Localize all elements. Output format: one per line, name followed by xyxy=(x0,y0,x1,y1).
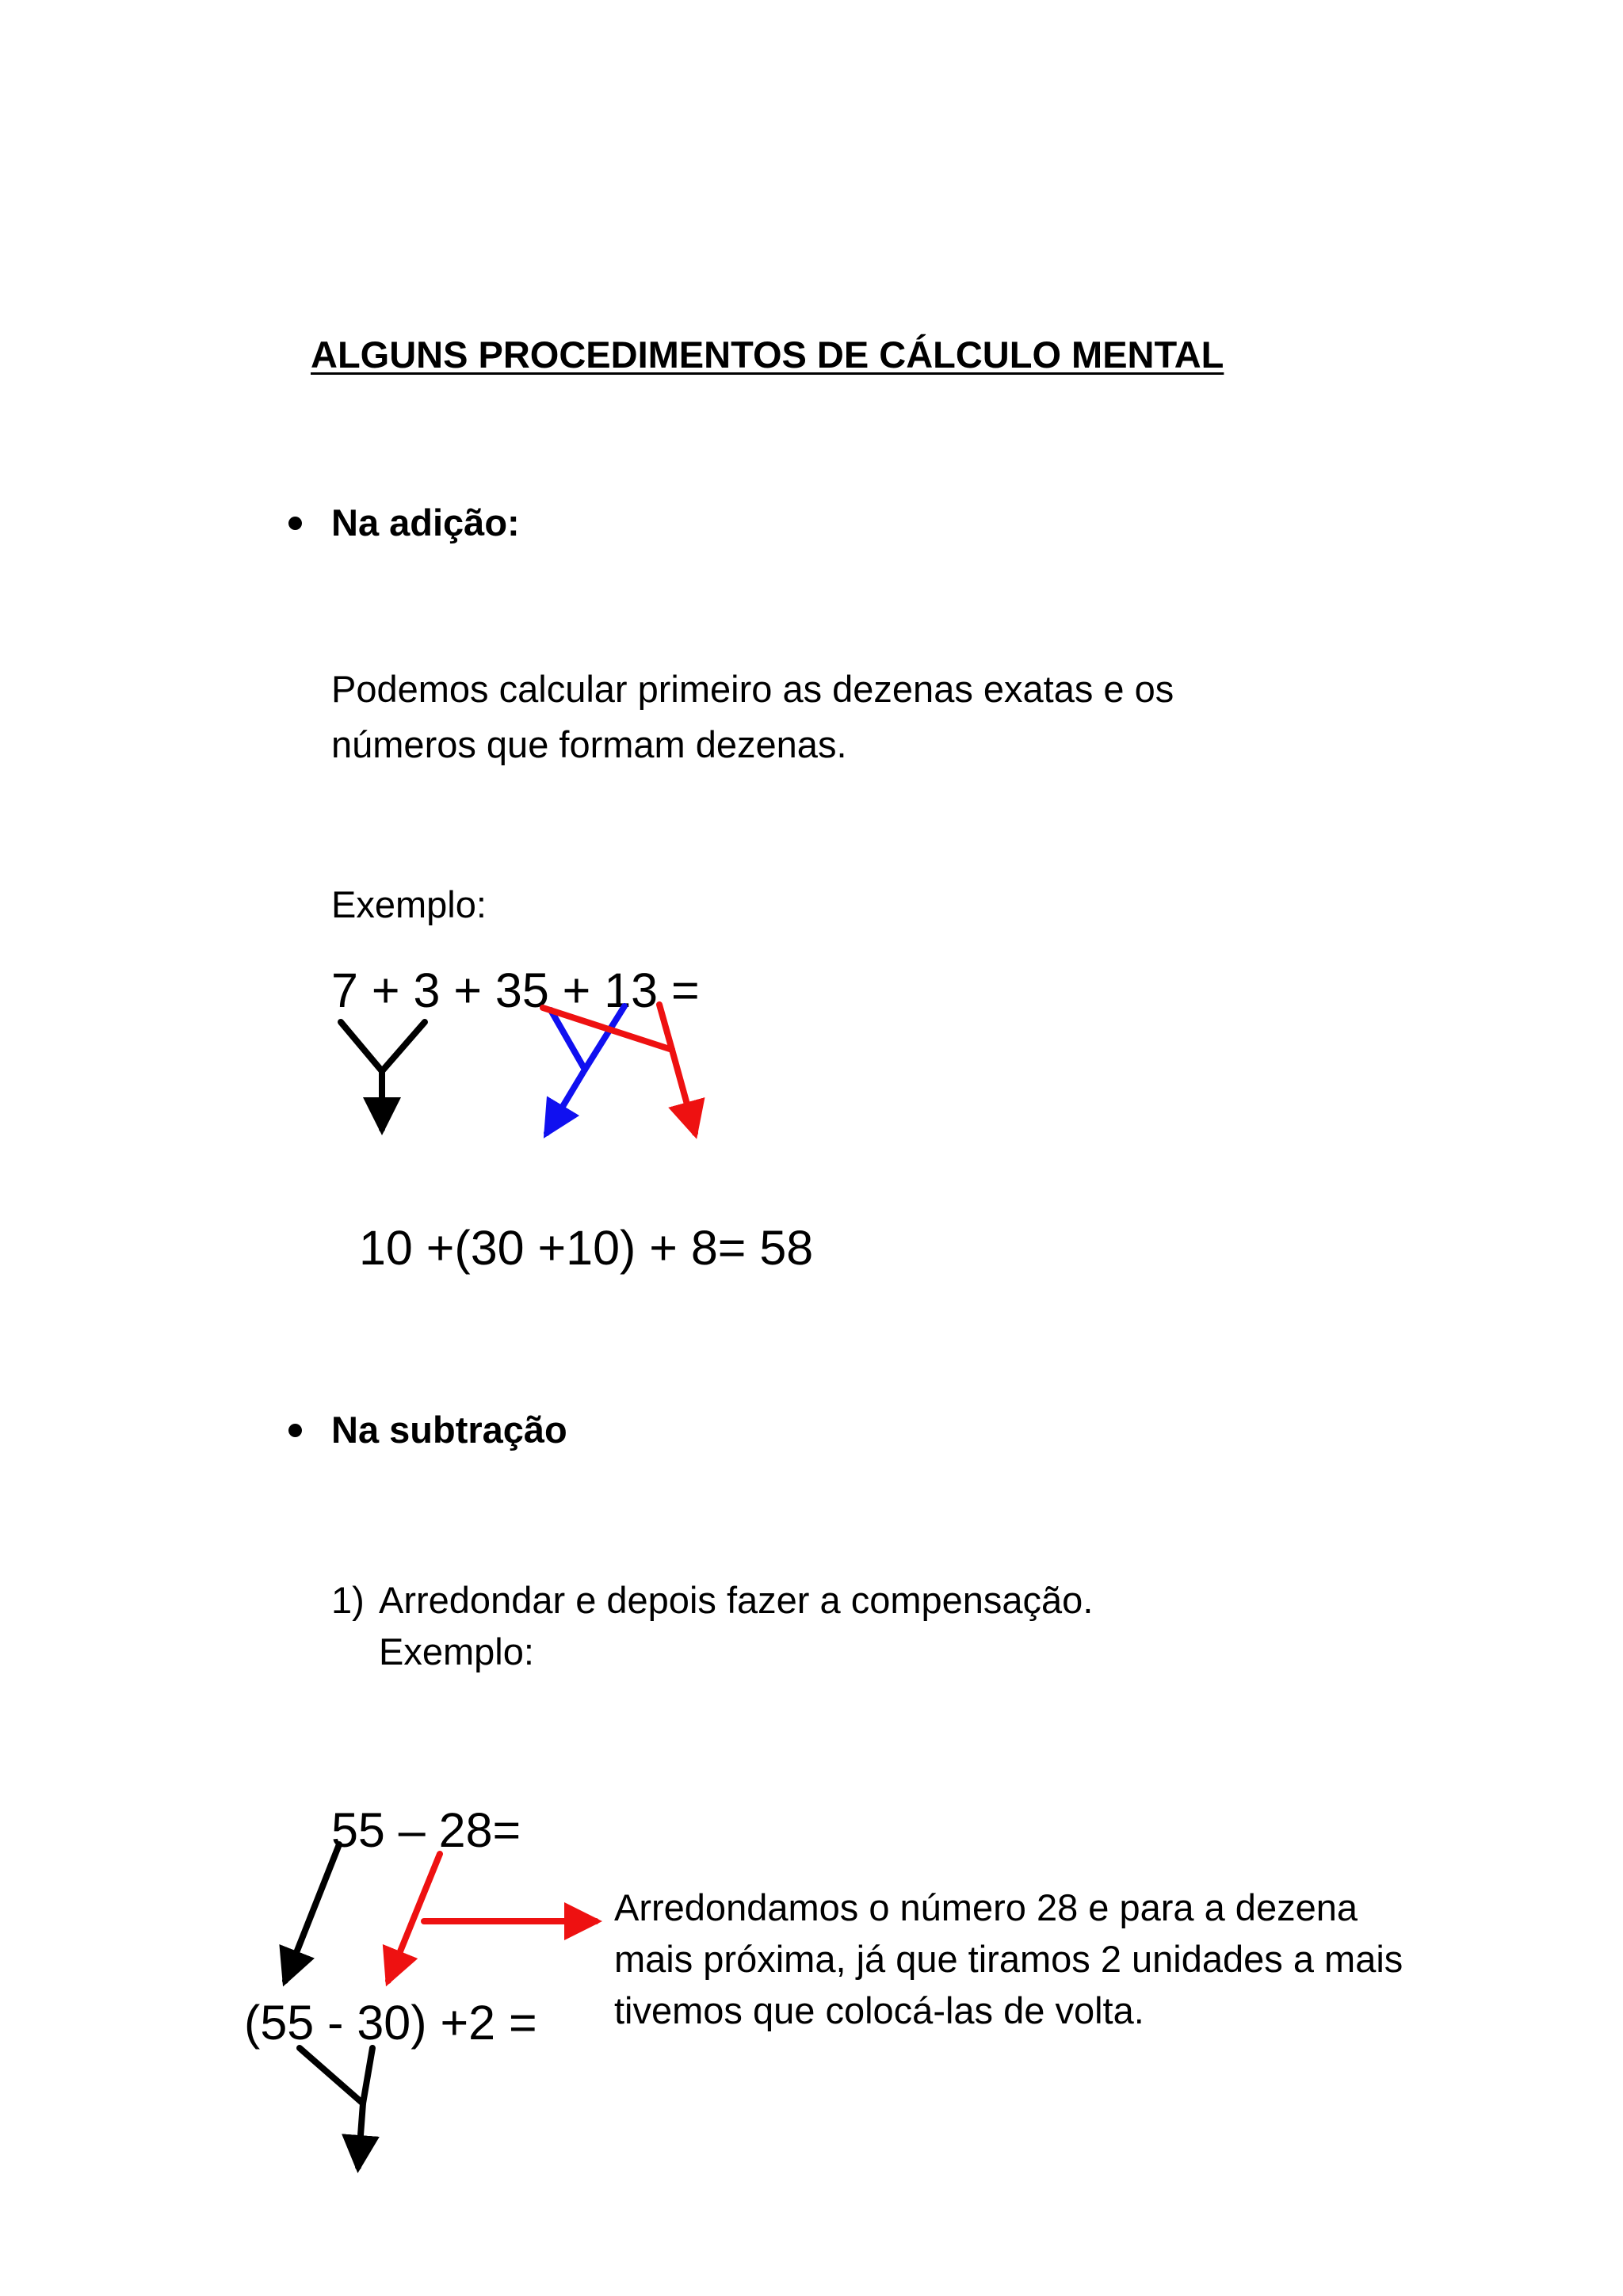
subtraction-note-line-2: mais próxima, já que tiramos 2 unidades a mais xyxy=(614,1938,1403,1980)
subtraction-step-text: Arredondar e depois fazer a compensação. xyxy=(379,1579,1094,1621)
addition-blue-arrow xyxy=(547,1006,624,1133)
subtraction-note-line-3: tivemos que colocá-las de volta. xyxy=(614,1989,1144,2031)
addition-result: 10 +(30 +10) + 8= 58 xyxy=(359,1221,814,1275)
subtraction-red-arrow xyxy=(388,1854,440,1981)
subtraction-heading: Na subtração xyxy=(331,1409,567,1451)
subtraction-black-arrow xyxy=(285,1844,339,1981)
addition-black-arrow xyxy=(341,1022,425,1129)
subtraction-note-line-1: Arredondamos o número 28 e para a dezena xyxy=(614,1886,1358,1928)
page-title: ALGUNS PROCEDIMENTOS DE CÁLCULO MENTAL xyxy=(311,334,1224,376)
addition-paragraph-line-2: números que formam dezenas. xyxy=(331,723,847,765)
subtraction-rewritten: (55 - 30) +2 = xyxy=(244,1996,537,2050)
subtraction-example-label: Exemplo: xyxy=(379,1630,534,1672)
subtraction-black-y-arrow xyxy=(300,2048,372,2167)
subtraction-expression: 55 – 28= xyxy=(331,1803,521,1857)
subtraction-step-number: 1) xyxy=(331,1579,365,1621)
addition-expression: 7 + 3 + 35 + 13 = xyxy=(331,963,700,1017)
addition-paragraph-line-1: Podemos calcular primeiro as dezenas exatas e os xyxy=(331,668,1174,710)
addition-example-label: Exemplo: xyxy=(331,883,487,925)
addition-heading: Na adição: xyxy=(331,502,520,543)
addition-red-arrow xyxy=(543,1005,695,1133)
